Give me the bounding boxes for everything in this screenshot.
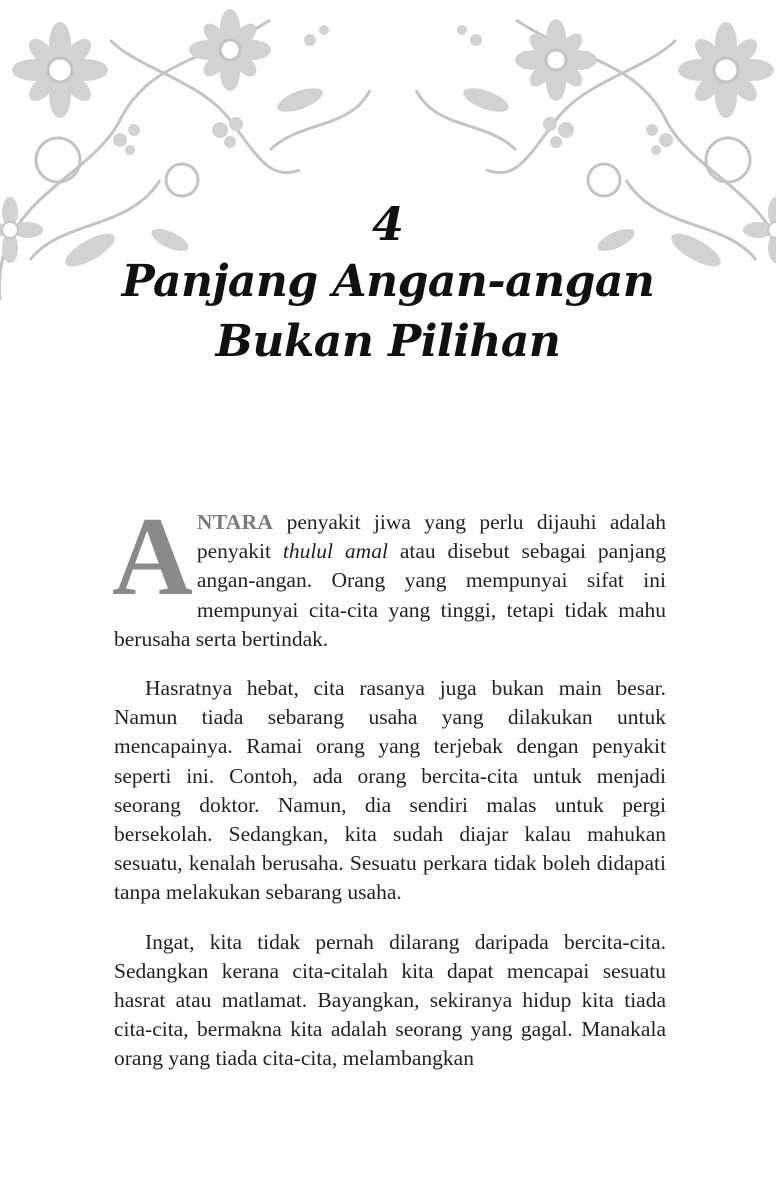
- paragraph-1: [112, 495, 666, 654]
- body-text: [112, 495, 666, 1094]
- paragraph-1-text-b: atau disebut sebagai panjang angan-angan. Orang yang mempunyai sifat ini mempunyai cita-cita yang tinggi, tetapi tidak mahu berusaha serta bertindak.: [114, 539, 666, 651]
- chapter-title: [0, 252, 776, 372]
- paragraph-1-text-a: penyakit jiwa yang perlu dijauhi adalah penyakit: [196, 510, 666, 564]
- paragraph-3: Ingat, kita tidak pernah dilarang daripada bercita-cita. Sedangkan kerana cita-citalah kita dapat mencapai sesuatu hasrat atau matlamat. Bayangkan, sekiranya hidup kita tiada cita-cita, bermakna kita adalah seorang yang gagal. Manakala orang yang tiada cita-cita, melambangkan: [114, 929, 666, 1071]
- paragraph-2: Hasratnya hebat, cita rasanya juga bukan main besar. Namun tiada sebarang usaha yang dilakukan untuk mencapainya. Ramai orang yang terjebak dengan penyakit seperti ini. Contoh, ada orang bercita-cita untuk menjadi seorang doktor. Namun, dia sendiri malas untuk pergi bersekolah. Sedangkan, kita sudah diajar kalau mahukan sesuatu, kenalah berusaha. Sesuatu perkara tidak boleh didapati tanpa melakukan sebarang usaha.: [114, 676, 666, 905]
- chapter-title-line-2: Bukan Pilihan: [215, 316, 561, 367]
- drop-cap: A: [112, 495, 193, 619]
- chapter-number: 4: [371, 197, 404, 251]
- lead-word: NTARA: [196, 510, 274, 534]
- chapter-title-line-1: Panjang Angan-angan: [121, 256, 655, 307]
- italic-term: thulul amal: [282, 539, 388, 564]
